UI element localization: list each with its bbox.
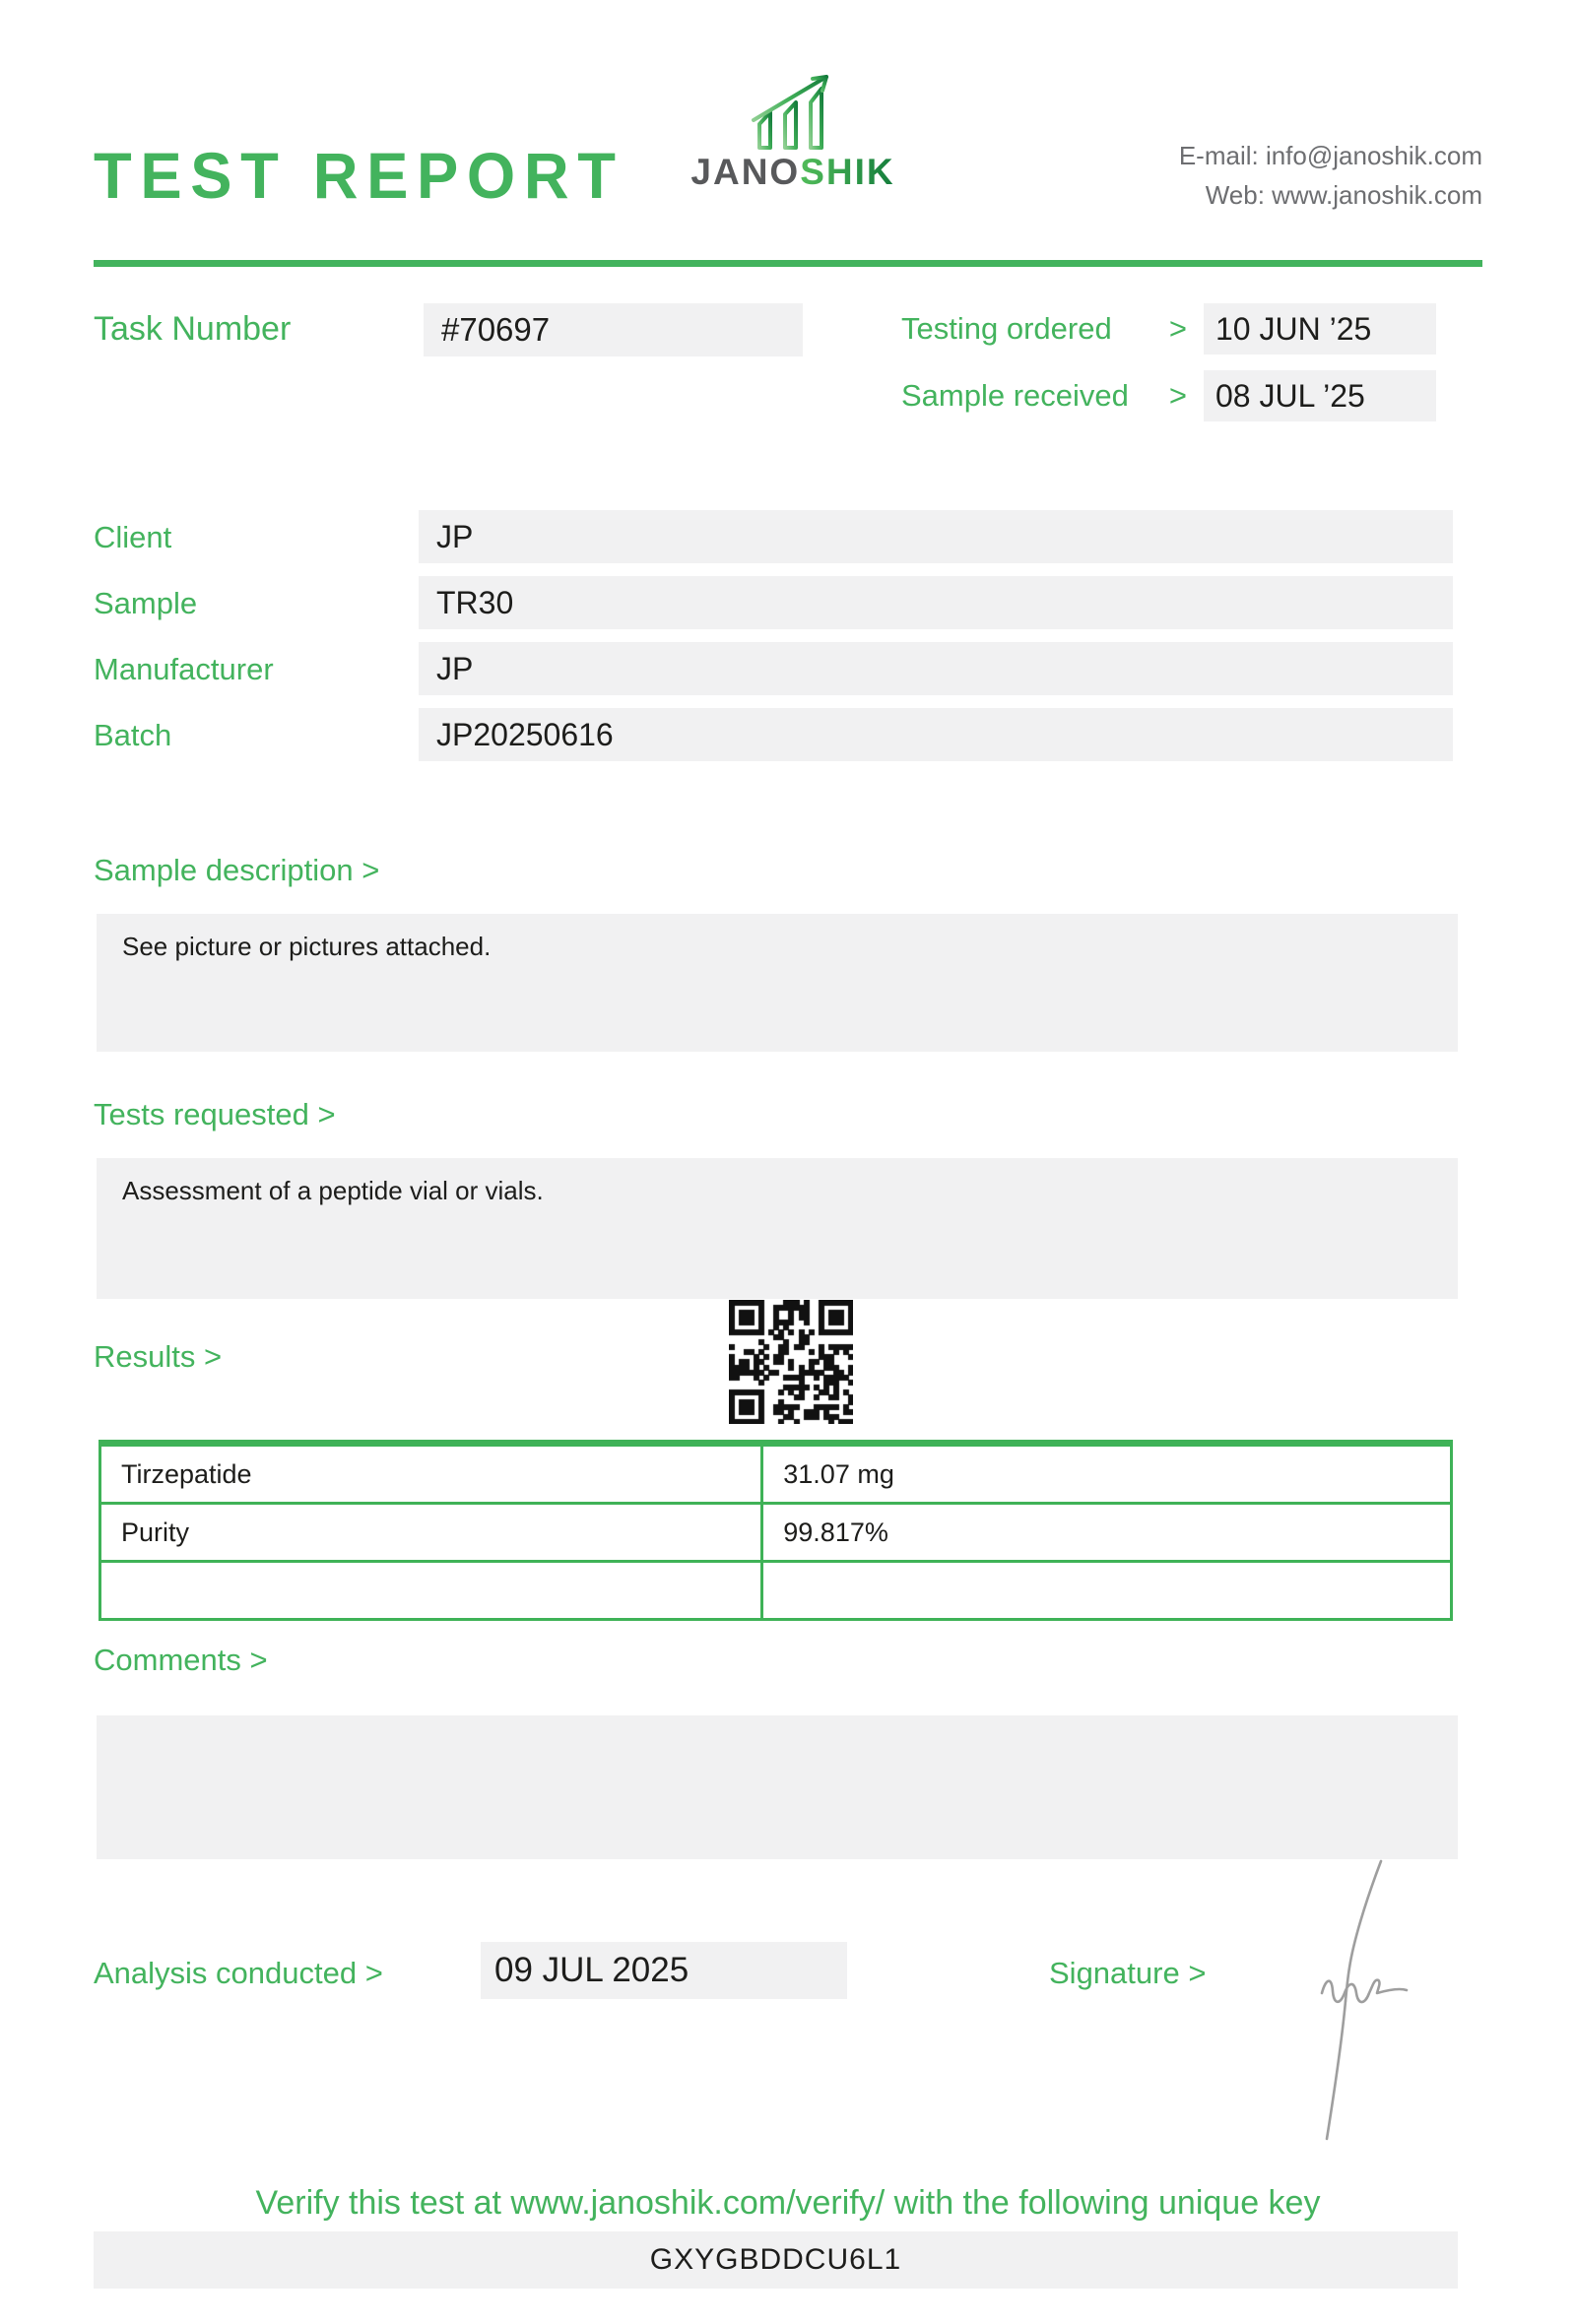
result-row <box>100 1504 1452 1562</box>
batch-value: JP20250616 <box>436 717 614 752</box>
qr-code <box>729 1300 853 1424</box>
sample-value: TR30 <box>436 585 514 620</box>
manufacturer-value: JP <box>436 651 474 686</box>
manufacturer-label: Manufacturer <box>94 652 274 686</box>
tests-requested-box <box>97 1158 1458 1299</box>
result-row <box>100 1562 1452 1620</box>
analysis-date-value: 09 JUL 2025 <box>494 1951 690 1989</box>
testing-ordered-value: 10 JUN ’25 <box>1215 311 1372 347</box>
results-table <box>98 1440 1453 1621</box>
contact-email: E-mail: info@janoshik.com <box>1178 141 1482 170</box>
batch-field <box>419 708 1453 761</box>
analysis-conducted-label: Analysis conducted > <box>94 1956 383 1990</box>
result-name-cell: Purity <box>100 1504 762 1562</box>
sample-field <box>419 576 1453 629</box>
task-number-label: Task Number <box>94 310 292 348</box>
testing-ordered-label: Testing ordered > <box>901 311 1187 346</box>
signature-label: Signature > <box>1049 1956 1207 1990</box>
page-title: TEST REPORT <box>94 139 624 212</box>
comments-text <box>97 1715 1458 1733</box>
signature-image <box>1271 1855 1418 2146</box>
growth-chart-icon <box>744 69 842 150</box>
chevron-right-icon: > <box>1168 311 1187 346</box>
batch-label: Batch <box>94 718 172 752</box>
result-value-cell: 31.07 mg <box>762 1444 1452 1504</box>
manufacturer-field <box>419 642 1453 695</box>
logo-text-shik: SHIK <box>800 152 895 192</box>
results-heading: Results > <box>94 1339 223 1374</box>
tests-requested-text: Assessment of a peptide vial or vials. <box>122 1176 544 1205</box>
header-divider <box>94 260 1482 267</box>
chevron-right-icon: > <box>1168 378 1187 413</box>
verify-key-value: GXYGBDDCU6L1 <box>649 2243 902 2276</box>
sample-description-text: See picture or pictures attached. <box>122 932 492 961</box>
comments-box <box>97 1715 1458 1859</box>
task-number-value: #70697 <box>441 311 551 348</box>
verify-key-box <box>94 2231 1458 2289</box>
client-value: JP <box>436 519 474 554</box>
contact-web: Web: www.janoshik.com <box>1205 180 1482 210</box>
sample-description-box <box>97 914 1458 1052</box>
task-number-field <box>424 303 803 356</box>
tests-requested-heading: Tests requested > <box>94 1097 336 1131</box>
result-name-cell: Tirzepatide <box>100 1444 762 1504</box>
analysis-date-field <box>481 1942 847 1999</box>
sample-description-heading: Sample description > <box>94 853 380 887</box>
result-name-cell <box>100 1562 762 1620</box>
sample-received-value: 08 JUL ’25 <box>1215 378 1365 414</box>
logo-wordmark <box>680 152 906 193</box>
janoshik-logo <box>680 69 906 193</box>
sample-received-label: Sample received > <box>901 378 1187 413</box>
verify-text: Verify this test at www.janoshik.com/verify/ with the following unique key <box>255 2184 1321 2222</box>
contact-block <box>1179 136 1482 215</box>
sample-received-field <box>1204 370 1436 421</box>
client-label: Client <box>94 520 172 554</box>
result-value-cell: 99.817% <box>762 1504 1452 1562</box>
testing-ordered-field <box>1204 303 1436 355</box>
result-row <box>100 1444 1452 1504</box>
result-value-cell <box>762 1562 1452 1620</box>
client-field <box>419 510 1453 563</box>
sample-label: Sample <box>94 586 198 620</box>
logo-text-jano: JANO <box>690 152 801 192</box>
comments-heading: Comments > <box>94 1643 268 1677</box>
